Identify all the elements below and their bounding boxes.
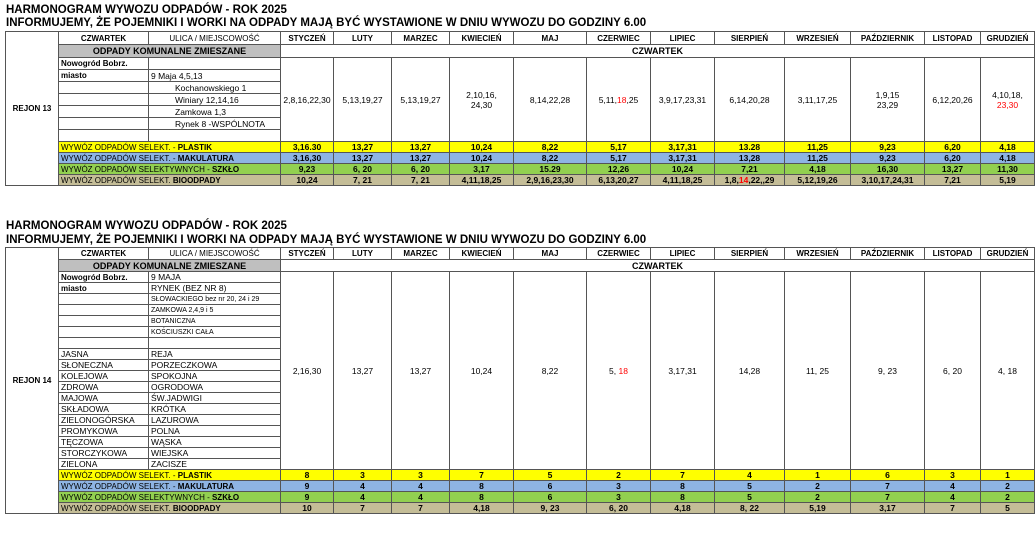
glass-date: 13,27 [925, 164, 981, 175]
street-cell: TĘCZOWA [59, 437, 149, 448]
street-cell: SŁOWACKIEGO bez nr 20, 24 i 29 [149, 294, 281, 305]
street-cell: POLNA [149, 426, 281, 437]
mixed-waste-dates: 6, 20 [925, 272, 981, 470]
street-cell: JASNA [59, 349, 149, 360]
paper-date: 11,25 [785, 153, 851, 164]
month-header: WRZESIEŃ [785, 248, 851, 260]
mixed-waste-dates: 1,9,15 23,29 [851, 58, 925, 142]
plastic-date: 5 [514, 470, 587, 481]
mixed-waste-dates: 5,13,19,27 [392, 58, 450, 142]
month-header: LUTY [334, 32, 392, 45]
street-cell [59, 338, 149, 349]
mixed-waste-dates: 4, 18 [981, 272, 1035, 470]
month-header: LIPIEC [651, 248, 715, 260]
mixed-waste-dates: 3,17,31 [651, 272, 715, 470]
paper-date: 10,24 [450, 153, 514, 164]
paper-row-label: WYWÓZ ODPADÓW SELEKT. - MAKULATURA [59, 481, 281, 492]
plastic-date: 1 [785, 470, 851, 481]
paper-date: 8 [651, 481, 715, 492]
month-header: LISTOPAD [925, 248, 981, 260]
mixed-waste-dates: 14,28 [715, 272, 785, 470]
mixed-waste-header: ODPADY KOMUNALNE ZMIESZANE [59, 45, 281, 58]
street-cell [59, 316, 149, 327]
street-cell: ZACISZE [149, 459, 281, 470]
street-cell: RYNEK (BEZ NR 8) [149, 283, 281, 294]
street-cell: KOLEJOWA [59, 371, 149, 382]
plastic-row-label: WYWÓZ ODPADÓW SELEKT. - PLASTIK [59, 142, 281, 153]
mixed-waste-dates: 6,12,20,26 [925, 58, 981, 142]
plastic-date: 1 [981, 470, 1035, 481]
month-header: CZERWIEC [587, 32, 651, 45]
month-header: LUTY [334, 248, 392, 260]
glass-date: 6, 20 [334, 164, 392, 175]
month-header: MARZEC [392, 32, 450, 45]
bio-date: 4,18 [651, 503, 715, 514]
paper-date: 3 [587, 481, 651, 492]
month-header: STYCZEŃ [281, 32, 334, 45]
plastic-date: 8,22 [514, 142, 587, 153]
glass-date: 3 [587, 492, 651, 503]
street-cell: ŚW.JADWIGI [149, 393, 281, 404]
mixed-waste-dates: 3,9,17,23,31 [651, 58, 715, 142]
street-cell: Winiary 12,14,16 [149, 94, 281, 106]
street-cell: BOTANICZNA [149, 316, 281, 327]
glass-date: 4 [925, 492, 981, 503]
street-cell [149, 58, 281, 70]
collection-day-label: CZWARTEK [281, 45, 1035, 58]
street-cell: KRÓTKA [149, 404, 281, 415]
street-cell: 9 MAJA [149, 272, 281, 283]
schedule-notice: INFORMUJEMY, ŻE POJEMNIKI I WORKI NA ODPADY MAJĄ BYĆ WYSTAWIONE W DNIU WYWOZU DO GODZINY 6.00 [6, 234, 647, 246]
month-header: KWIECIEŃ [450, 248, 514, 260]
plastic-date: 7 [450, 470, 514, 481]
plastic-date: 6 [851, 470, 925, 481]
paper-row-label: WYWÓZ ODPADÓW SELEKT. - MAKULATURA [59, 153, 281, 164]
mixed-waste-dates: 5, 18 [587, 272, 651, 470]
plastic-date: 4 [715, 470, 785, 481]
bio-date: 4,18 [450, 503, 514, 514]
street-cell [59, 118, 149, 130]
street-cell: 9 Maja 4,5,13 [149, 70, 281, 82]
bio-date: 1,8,14,22,,29 [715, 175, 785, 186]
paper-date: 3,17,31 [651, 153, 715, 164]
bio-row-label: WYWÓZ ODPADÓW SELEKT. BIOODPADY [59, 503, 281, 514]
bio-date: 3,17 [851, 503, 925, 514]
month-header: CZERWIEC [587, 248, 651, 260]
glass-date: 9 [281, 492, 334, 503]
mixed-waste-dates: 2,16,30 [281, 272, 334, 470]
bio-date: 6, 20 [587, 503, 651, 514]
month-header: MARZEC [392, 248, 450, 260]
street-cell: OGRODOWA [149, 382, 281, 393]
month-header: MAJ [514, 32, 587, 45]
bio-date: 2,9,16,23,30 [514, 175, 587, 186]
glass-date: 6 [514, 492, 587, 503]
street-cell: ZDROWA [59, 382, 149, 393]
street-header: ULICA / MIEJSCOWOŚĆ [149, 248, 281, 260]
mixed-waste-dates: 11, 25 [785, 272, 851, 470]
street-cell [59, 305, 149, 316]
mixed-waste-dates: 5,11,18,25 [587, 58, 651, 142]
paper-date: 13,27 [392, 153, 450, 164]
bio-date: 3,10,17,24,31 [851, 175, 925, 186]
paper-date: 4 [925, 481, 981, 492]
bio-row-label: WYWÓZ ODPADÓW SELEKT. BIOODPADY [59, 175, 281, 186]
street-cell: SPOKOJNA [149, 371, 281, 382]
street-cell: MAJOWA [59, 393, 149, 404]
street-header: ULICA / MIEJSCOWOŚĆ [149, 32, 281, 45]
town-type: miasto [59, 283, 149, 294]
schedule-table-rejon-14 [5, 247, 1035, 514]
glass-date: 5 [715, 492, 785, 503]
month-header: SIERPIEŃ [715, 248, 785, 260]
bio-date: 10 [281, 503, 334, 514]
mixed-waste-dates: 3,11,17,25 [785, 58, 851, 142]
town-type: miasto [59, 70, 149, 82]
mixed-waste-dates: 5,13,19,27 [334, 58, 392, 142]
paper-date: 5,17 [587, 153, 651, 164]
street-cell [59, 130, 149, 142]
glass-date: 12,26 [587, 164, 651, 175]
mixed-waste-dates: 9, 23 [851, 272, 925, 470]
street-cell: ZIELONOGÓRSKA [59, 415, 149, 426]
glass-date: 2 [785, 492, 851, 503]
street-cell: WIEJSKA [149, 448, 281, 459]
plastic-date: 2 [587, 470, 651, 481]
street-cell: Rynek 8 -WSPÓLNOTA [149, 118, 281, 130]
street-cell: PROMYKOWA [59, 426, 149, 437]
month-header: LISTOPAD [925, 32, 981, 45]
month-header: STYCZEŃ [281, 248, 334, 260]
glass-row-label: WYWÓZ ODPADÓW SELEKTYWNYCH - SZKŁO [59, 492, 281, 503]
glass-date: 7 [851, 492, 925, 503]
street-cell [59, 327, 149, 338]
bio-date: 8, 22 [715, 503, 785, 514]
month-header: GRUDZIEŃ [981, 248, 1035, 260]
plastic-date: 4,18 [981, 142, 1035, 153]
mixed-waste-dates: 8,22 [514, 272, 587, 470]
schedule-title: HARMONOGRAM WYWOZU ODPADÓW - ROK 2025 [6, 4, 287, 16]
bio-date: 5,19 [785, 503, 851, 514]
paper-date: 4 [392, 481, 450, 492]
month-header: PAŹDZIERNIK [851, 248, 925, 260]
street-cell: PORZECZKOWA [149, 360, 281, 371]
paper-date: 13,27 [334, 153, 392, 164]
bio-date: 7 [925, 503, 981, 514]
bio-date: 6,13,20,27 [587, 175, 651, 186]
mixed-waste-dates: 6,14,20,28 [715, 58, 785, 142]
bio-date: 5,12,19,26 [785, 175, 851, 186]
month-header: MAJ [514, 248, 587, 260]
town-name: Nowogród Bobrz. [59, 58, 149, 70]
paper-date: 6,20 [925, 153, 981, 164]
street-cell: Kochanowskiego 1 [149, 82, 281, 94]
paper-date: 2 [785, 481, 851, 492]
month-header: GRUDZIEŃ [981, 32, 1035, 45]
glass-date: 3,17 [450, 164, 514, 175]
paper-date: 9,23 [851, 153, 925, 164]
glass-date: 4 [392, 492, 450, 503]
bio-date: 9, 23 [514, 503, 587, 514]
plastic-date: 3 [334, 470, 392, 481]
paper-date: 4,18 [981, 153, 1035, 164]
rejon-label: REJON 14 [6, 248, 59, 514]
plastic-date: 3,16.30 [281, 142, 334, 153]
street-cell: LAZUROWA [149, 415, 281, 426]
plastic-date: 6,20 [925, 142, 981, 153]
glass-date: 7,21 [715, 164, 785, 175]
glass-date: 16,30 [851, 164, 925, 175]
plastic-date: 3 [392, 470, 450, 481]
rejon-label: REJON 13 [6, 32, 59, 186]
glass-date: 15.29 [514, 164, 587, 175]
plastic-date: 13.28 [715, 142, 785, 153]
glass-date: 10,24 [651, 164, 715, 175]
plastic-date: 9,23 [851, 142, 925, 153]
paper-date: 7 [851, 481, 925, 492]
plastic-date: 5,17 [587, 142, 651, 153]
glass-date: 4,18 [785, 164, 851, 175]
mixed-waste-dates: 8,14,22,28 [514, 58, 587, 142]
paper-date: 8 [450, 481, 514, 492]
plastic-date: 3,17,31 [651, 142, 715, 153]
paper-date: 8,22 [514, 153, 587, 164]
plastic-date: 7 [651, 470, 715, 481]
mixed-waste-dates: 10,24 [450, 272, 514, 470]
bio-date: 4,11,18,25 [651, 175, 715, 186]
plastic-row-label: WYWÓZ ODPADÓW SELEKT. - PLASTIK [59, 470, 281, 481]
mixed-waste-header: ODPADY KOMUNALNE ZMIESZANE [59, 260, 281, 272]
bio-date: 4,11,18,25 [450, 175, 514, 186]
schedule-title: HARMONOGRAM WYWOZU ODPADÓW - ROK 2025 [6, 220, 287, 232]
plastic-date: 8 [281, 470, 334, 481]
mixed-waste-dates: 2,8,16,22,30 [281, 58, 334, 142]
glass-date: 4 [334, 492, 392, 503]
mixed-waste-dates: 13,27 [334, 272, 392, 470]
paper-date: 3,16,30 [281, 153, 334, 164]
month-header: LIPIEC [651, 32, 715, 45]
street-cell [59, 106, 149, 118]
street-cell: WĄSKA [149, 437, 281, 448]
bio-date: 5 [981, 503, 1035, 514]
bio-date: 7 [392, 503, 450, 514]
bio-date: 7 [334, 503, 392, 514]
street-cell: SŁONECZNA [59, 360, 149, 371]
paper-date: 4 [334, 481, 392, 492]
glass-date: 9,23 [281, 164, 334, 175]
street-cell: REJA [149, 349, 281, 360]
paper-date: 13,28 [715, 153, 785, 164]
bio-date: 7, 21 [334, 175, 392, 186]
plastic-date: 10,24 [450, 142, 514, 153]
street-cell [59, 94, 149, 106]
street-cell [59, 82, 149, 94]
mixed-waste-dates: 4,10,18, 23,30 [981, 58, 1035, 142]
glass-date: 6, 20 [392, 164, 450, 175]
paper-date: 9 [281, 481, 334, 492]
bio-date: 7, 21 [392, 175, 450, 186]
mixed-waste-dates: 2,10,16, 24,30 [450, 58, 514, 142]
street-cell [149, 338, 281, 349]
paper-date: 2 [981, 481, 1035, 492]
paper-date: 5 [715, 481, 785, 492]
month-header: PAŹDZIERNIK [851, 32, 925, 45]
glass-date: 2 [981, 492, 1035, 503]
street-cell: Zamkowa 1,3 [149, 106, 281, 118]
town-name: Nowogród Bobrz. [59, 272, 149, 283]
street-cell: ZIELONA [59, 459, 149, 470]
plastic-date: 3 [925, 470, 981, 481]
day-header: CZWARTEK [59, 248, 149, 260]
glass-date: 8 [651, 492, 715, 503]
month-header: SIERPIEŃ [715, 32, 785, 45]
street-cell: STORCZYKOWA [59, 448, 149, 459]
street-cell: KOŚCIUSZKI CAŁA [149, 327, 281, 338]
street-cell [149, 130, 281, 142]
day-header: CZWARTEK [59, 32, 149, 45]
plastic-date: 13,27 [334, 142, 392, 153]
glass-row-label: WYWÓZ ODPADÓW SELEKTYWNYCH - SZKŁO [59, 164, 281, 175]
month-header: WRZESIEŃ [785, 32, 851, 45]
mixed-waste-dates: 13,27 [392, 272, 450, 470]
street-cell [59, 294, 149, 305]
bio-date: 10,24 [281, 175, 334, 186]
month-header: KWIECIEŃ [450, 32, 514, 45]
bio-date: 7,21 [925, 175, 981, 186]
street-cell: ZAMKOWA 2,4,9 i 5 [149, 305, 281, 316]
glass-date: 8 [450, 492, 514, 503]
plastic-date: 13,27 [392, 142, 450, 153]
schedule-table-rejon-13 [5, 31, 1035, 186]
schedule-notice: INFORMUJEMY, ŻE POJEMNIKI I WORKI NA ODPADY MAJĄ BYĆ WYSTAWIONE W DNIU WYWOZU DO GODZINY 6.00 [6, 17, 647, 29]
paper-date: 6 [514, 481, 587, 492]
street-cell: SKŁADOWA [59, 404, 149, 415]
glass-date: 11,30 [981, 164, 1035, 175]
bio-date: 5,19 [981, 175, 1035, 186]
collection-day-label: CZWARTEK [281, 260, 1035, 272]
plastic-date: 11,25 [785, 142, 851, 153]
